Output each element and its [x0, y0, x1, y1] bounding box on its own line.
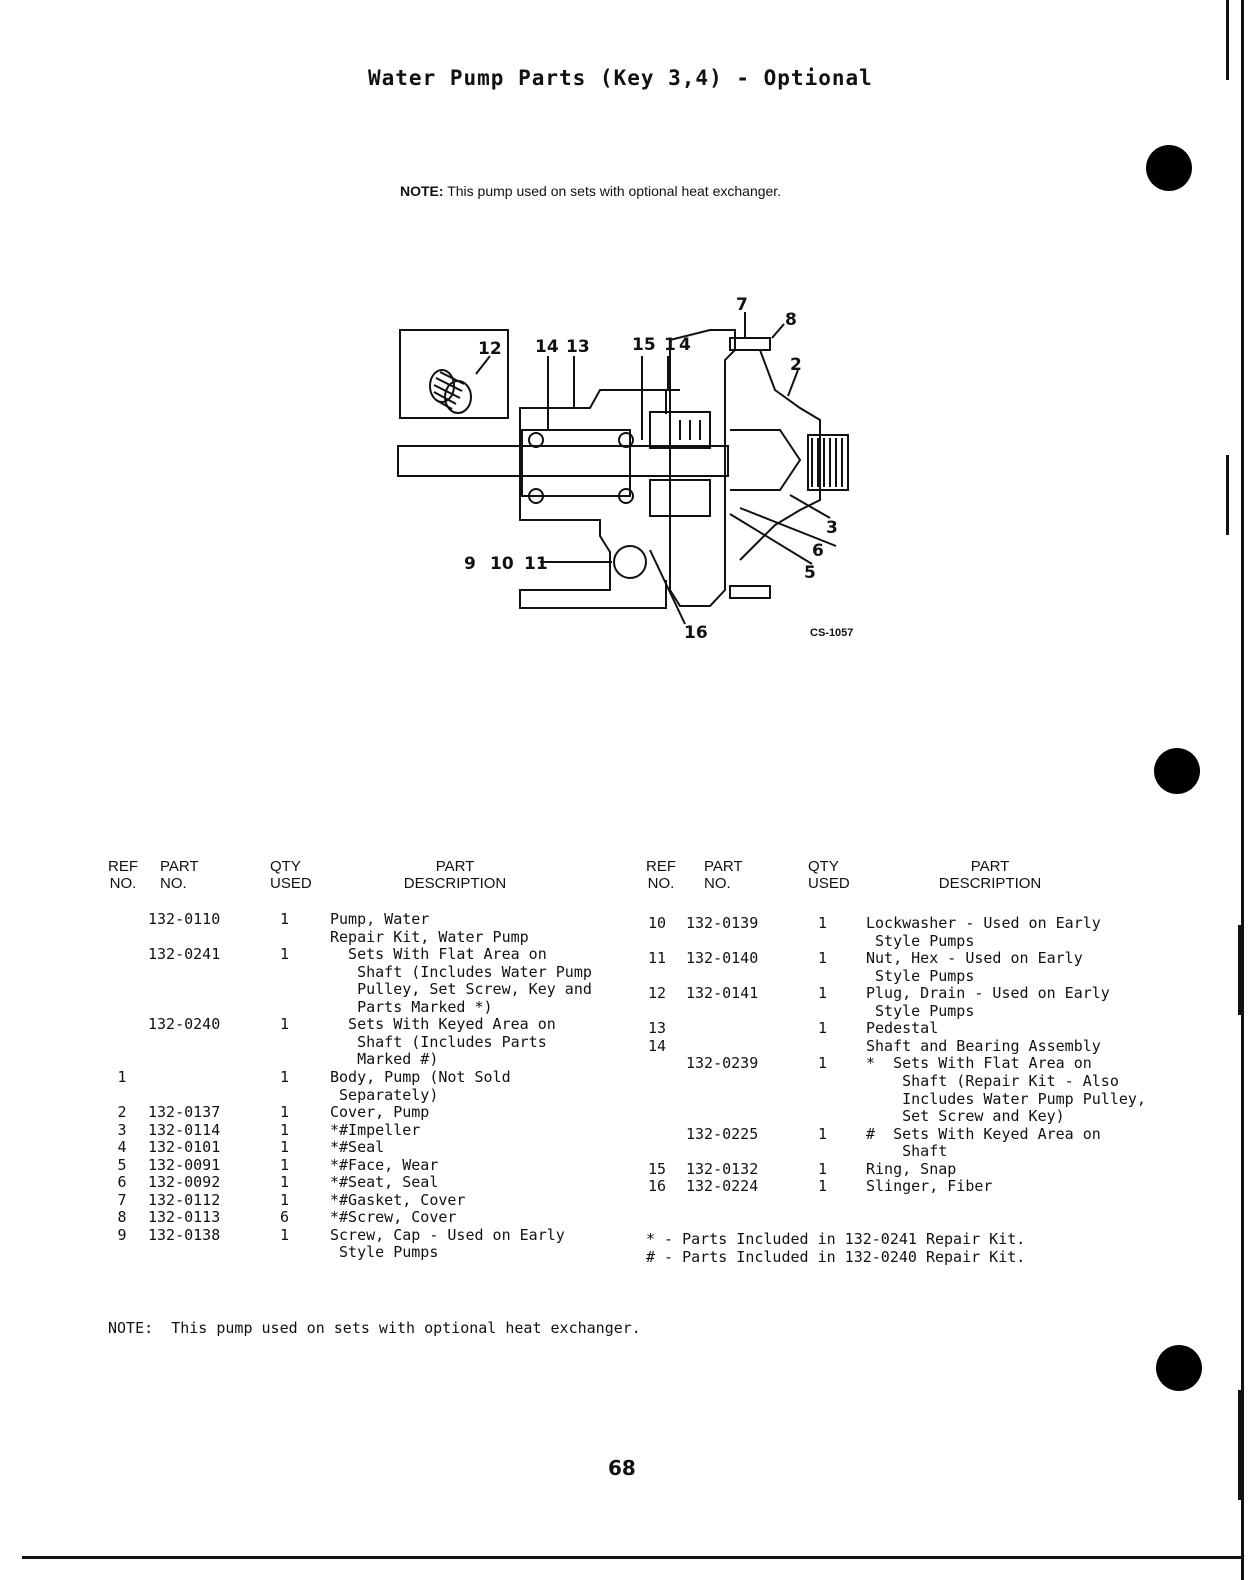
- description-cell: Sets With Keyed Area on: [330, 1015, 556, 1034]
- qty-cell: 1: [280, 1190, 290, 1209]
- scan-edge-mark: [1226, 0, 1229, 80]
- part-number-cell: 132-0101: [148, 1138, 221, 1157]
- part-number-cell: 132-0113: [148, 1208, 221, 1227]
- ref-cell: 8: [117, 1208, 127, 1227]
- header-part-no: [704, 858, 754, 892]
- footnote-0240: # - Parts Included in 132-0240 Repair Kit.: [646, 1248, 1026, 1266]
- qty-cell: 1: [280, 1138, 290, 1157]
- description-cell: Shaft (Includes Water Pump: [330, 962, 592, 981]
- header-text: PART: [704, 858, 743, 875]
- part-number-cell: 132-0110: [148, 910, 221, 928]
- description-cell: Nut, Hex - Used on Early: [866, 949, 1083, 968]
- qty-cell: 1: [818, 1124, 828, 1143]
- callout-5: 5: [804, 563, 816, 583]
- description-cell: *#Seat, Seal: [330, 1173, 439, 1192]
- description-cell: *#Screw, Cover: [330, 1208, 457, 1227]
- header-part-description: [380, 858, 530, 892]
- description-cell: Slinger, Fiber: [866, 1177, 993, 1196]
- header-qty-used: [270, 858, 316, 892]
- callout-15: 15: [632, 335, 656, 355]
- callout-6: 6: [812, 541, 824, 561]
- page-edge-right: [1241, 0, 1244, 1580]
- callout-14: 14: [535, 337, 559, 357]
- part-number-cell: 132-0138: [148, 1225, 221, 1244]
- ref-cell: 6: [117, 1173, 127, 1192]
- bottom-note: [108, 1319, 641, 1337]
- figure-code: CS-1057: [810, 627, 854, 639]
- qty-cell: 1: [280, 1225, 290, 1244]
- pump-shaft: [398, 446, 728, 476]
- qty-cell: 1: [280, 1103, 290, 1122]
- callout-10: 10: [490, 554, 514, 574]
- header-text: USED: [808, 875, 850, 892]
- description-cell: Ring, Snap: [866, 1159, 957, 1178]
- callout-12: 12: [478, 339, 502, 359]
- description-cell: Lockwasher - Used on Early: [866, 914, 1101, 932]
- header-text: PART: [160, 858, 199, 875]
- qty-cell: 1: [818, 949, 828, 968]
- description-cell: Pulley, Set Screw, Key and: [330, 980, 592, 999]
- hex-nut: [614, 546, 646, 578]
- description-cell: Shaft (Repair Kit - Also: [866, 1071, 1119, 1090]
- header-qty-used: [808, 858, 854, 892]
- part-number-cell: 132-0137: [148, 1103, 221, 1122]
- description-cell: # Sets With Keyed Area on: [866, 1124, 1101, 1143]
- description-cell: Plug, Drain - Used on Early: [866, 984, 1110, 1003]
- ref-cell: 11: [647, 949, 667, 968]
- header-part-no: [160, 858, 210, 892]
- ref-cell: 3: [117, 1120, 127, 1139]
- description-cell: Pump, Water: [330, 910, 430, 928]
- description-cell: *#Gasket, Cover: [330, 1190, 466, 1209]
- part-number-cell: 132-0225: [686, 1124, 759, 1143]
- header-text: PART: [970, 858, 1010, 875]
- description-cell: Shaft (Includes Parts: [330, 1032, 547, 1051]
- cover-screw-bottom: [730, 586, 770, 598]
- header-text: NO.: [160, 875, 187, 892]
- header-text: QTY: [808, 858, 839, 875]
- part-number-cell: 132-0091: [148, 1155, 221, 1174]
- description-cell: *#Impeller: [330, 1120, 421, 1139]
- pump-body: [670, 330, 735, 606]
- header-ref-no: [644, 858, 678, 892]
- page-title: Water Pump Parts (Key 3,4) - Optional: [368, 66, 873, 90]
- part-number-cell: 132-0114: [148, 1120, 221, 1139]
- qty-cell: 1: [818, 1054, 828, 1073]
- top-note-text: This pump used on sets with optional heat exchanger.: [447, 183, 782, 199]
- callout-13: 13: [566, 337, 590, 357]
- ref-cell: 9: [117, 1225, 127, 1244]
- ref-cell: 2: [117, 1103, 127, 1122]
- callout-2: 2: [790, 355, 802, 375]
- header-text: REF: [646, 858, 676, 875]
- callout-1: 1: [664, 335, 676, 355]
- header-ref-no: [106, 858, 140, 892]
- header-text: REF: [108, 858, 138, 875]
- part-number-cell: 132-0240: [148, 1015, 221, 1034]
- part-number-cell: 132-0241: [148, 945, 221, 964]
- qty-cell: 1: [280, 910, 290, 928]
- ref-cell: 7: [117, 1190, 127, 1209]
- description-cell: Style Pumps: [866, 1001, 975, 1020]
- part-number-cell: 132-0239: [686, 1054, 759, 1073]
- page-number: 68: [608, 1456, 636, 1480]
- callout-3: 3: [826, 518, 838, 538]
- footnote-0241: * - Parts Included in 132-0241 Repair Kit.: [646, 1230, 1026, 1248]
- scan-edge-mark: [1226, 455, 1229, 535]
- qty-cell: 1: [818, 914, 828, 932]
- qty-cell: 1: [818, 1159, 828, 1178]
- binder-hole: [1156, 1345, 1202, 1391]
- description-cell: Body, Pump (Not Sold: [330, 1067, 511, 1086]
- qty-cell: 1: [818, 1177, 828, 1196]
- description-cell: Shaft and Bearing Assembly: [866, 1036, 1101, 1055]
- header-text: DESCRIPTION: [938, 875, 1042, 892]
- description-cell: Sets With Flat Area on: [330, 945, 547, 964]
- header-text: NO.: [109, 875, 137, 892]
- seal-assembly-lower: [650, 480, 710, 516]
- header-text: PART: [435, 858, 475, 875]
- impeller: [730, 430, 800, 490]
- part-number-cell: 132-0112: [148, 1190, 221, 1209]
- description-cell: Set Screw and Key): [866, 1107, 1065, 1126]
- description-cell: *#Seal: [330, 1138, 385, 1157]
- callout-11: 11: [524, 554, 548, 574]
- scan-edge-mark: [1238, 925, 1241, 1015]
- description-cell: Repair Kit, Water Pump: [330, 927, 529, 946]
- description-cell: Style Pumps: [330, 1243, 439, 1262]
- qty-cell: 1: [280, 945, 290, 964]
- ref-cell: 13: [647, 1019, 667, 1038]
- drain-plug-drawing: [430, 370, 471, 413]
- description-cell: Style Pumps: [866, 966, 975, 985]
- description-cell: Cover, Pump: [330, 1103, 430, 1122]
- callout-4: 4: [679, 335, 691, 355]
- qty-cell: 1: [280, 1067, 290, 1086]
- part-number-cell: 132-0092: [148, 1173, 221, 1192]
- description-cell: Parts Marked *): [330, 997, 493, 1016]
- ref-cell: 5: [117, 1155, 127, 1174]
- ref-cell: 4: [117, 1138, 127, 1157]
- top-note: [400, 183, 781, 199]
- qty-cell: 1: [280, 1015, 290, 1034]
- qty-cell: 6: [280, 1208, 290, 1227]
- qty-cell: 1: [280, 1173, 290, 1192]
- description-cell: Style Pumps: [866, 931, 975, 950]
- qty-cell: 1: [818, 984, 828, 1003]
- callout-8: 8: [785, 310, 797, 330]
- callout-7: 7: [736, 295, 748, 315]
- part-number-cell: 132-0140: [686, 949, 759, 968]
- header-text: NO.: [704, 875, 731, 892]
- binder-hole: [1154, 748, 1200, 794]
- part-number-cell: 132-0132: [686, 1159, 759, 1178]
- part-number-cell: 132-0224: [686, 1177, 759, 1196]
- ref-cell: 15: [647, 1159, 667, 1178]
- header-text: NO.: [647, 875, 675, 892]
- water-pump-diagram: [380, 290, 880, 650]
- ref-cell: 16: [647, 1177, 667, 1196]
- callout-16: 16: [684, 623, 708, 643]
- ref-cell: 12: [647, 984, 667, 1003]
- qty-cell: 1: [818, 1019, 828, 1038]
- ref-cell: 14: [647, 1036, 667, 1055]
- description-cell: Includes Water Pump Pulley,: [866, 1089, 1146, 1108]
- top-note-label: NOTE:: [400, 183, 444, 199]
- bottom-note-label: NOTE:: [108, 1319, 154, 1337]
- header-text: QTY: [270, 858, 301, 875]
- description-cell: *#Face, Wear: [330, 1155, 439, 1174]
- header-part-description: [915, 858, 1065, 892]
- description-cell: Marked #): [330, 1050, 439, 1069]
- part-number-cell: 132-0141: [686, 984, 759, 1003]
- shaft-bearing: [522, 430, 630, 496]
- part-number-cell: 132-0139: [686, 914, 759, 932]
- description-cell: Pedestal: [866, 1019, 939, 1038]
- description-cell: * Sets With Flat Area on: [866, 1054, 1092, 1073]
- qty-cell: 1: [280, 1155, 290, 1174]
- ref-cell: 1: [117, 1067, 127, 1086]
- header-text: USED: [270, 875, 312, 892]
- binder-hole: [1146, 145, 1192, 191]
- scan-edge-mark: [1238, 1390, 1241, 1500]
- ref-cell: 10: [647, 914, 667, 932]
- callout-9: 9: [464, 554, 476, 574]
- description-cell: Shaft: [866, 1142, 948, 1161]
- header-text: DESCRIPTION: [403, 875, 507, 892]
- page-edge-bottom: [22, 1556, 1244, 1559]
- qty-cell: 1: [280, 1120, 290, 1139]
- bottom-note-text: This pump used on sets with optional heat exchanger.: [171, 1319, 641, 1337]
- pedestal-top: [520, 390, 666, 414]
- description-cell: Separately): [330, 1085, 439, 1104]
- description-cell: Screw, Cap - Used on Early: [330, 1225, 565, 1244]
